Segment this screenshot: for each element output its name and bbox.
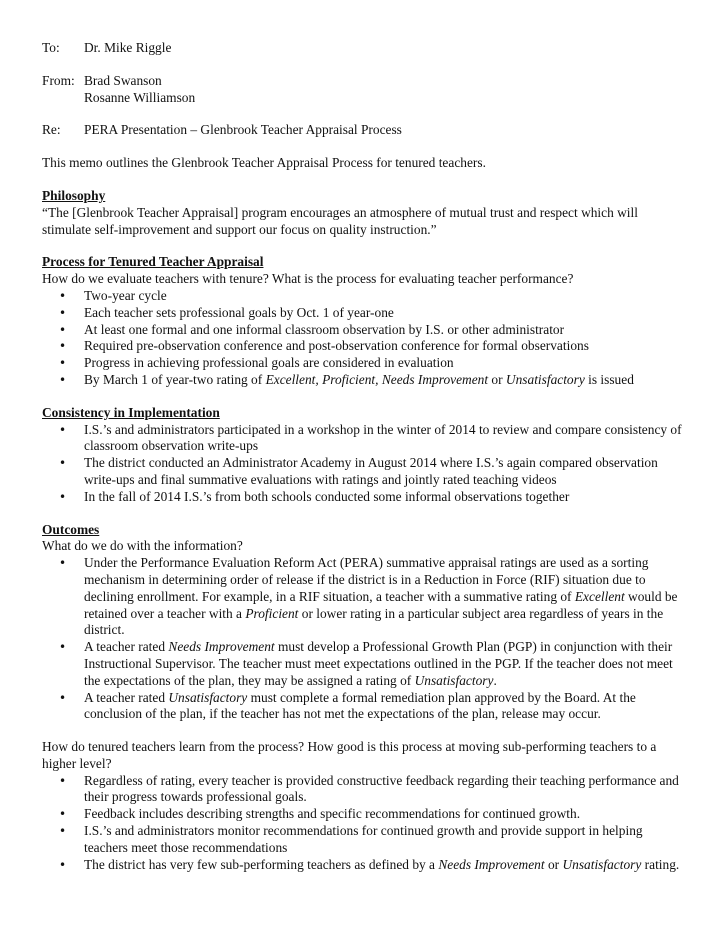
rating-unsatisfactory: Unsatisfactory xyxy=(505,371,585,387)
philosophy-quote: “The [Glenbrook Teacher Appraisal] program encourages an atmosphere of mutual trust and respect which will stimulate self-improvement and support our focus on quality instruction.” xyxy=(42,204,638,237)
process-heading: Process for Tenured Teacher Appraisal xyxy=(42,254,264,270)
list-item: • The district has very few sub-performing teachers as defined by a Needs Improvement or Unsatisfactory rating. xyxy=(42,857,682,874)
from-label: From: xyxy=(42,72,75,88)
intro-text: This memo outlines the Glenbrook Teacher Appraisal Process for tenured teachers. xyxy=(42,155,486,171)
memo-re-row xyxy=(42,122,682,139)
consistency-heading: Consistency in Implementation xyxy=(42,404,220,420)
from-name-1: Brad Swanson xyxy=(84,72,162,88)
list-item: • By March 1 of year-two rating of Excellent, Proficient, Needs Improvement or Unsatisfactory is issued xyxy=(42,372,682,389)
list-item: • A teacher rated Needs Improvement must develop a Professional Growth Plan (PGP) in conjunction with their Instructional Supervisor. The teacher must meet expectations outlined in the PGP. If the teacher does not meet the expectations of the plan, they may be assigned a rating of Unsatisfactory. xyxy=(42,639,682,689)
outcomes-question: What do we do with the information? xyxy=(42,538,243,554)
re-value: PERA Presentation – Glenbrook Teacher Appraisal Process xyxy=(84,122,402,138)
list-item: • I.S.’s and administrators participated in a workshop in the winter of 2014 to review and compare consistency of classroom observation write-ups xyxy=(42,422,682,456)
list-item: • Regardless of rating, every teacher is provided constructive feedback regarding their teaching performance and their progress towards professional goals. xyxy=(42,773,682,807)
list-item: • Each teacher sets professional goals by Oct. 1 of year-one xyxy=(42,305,682,322)
list-item: • Feedback includes describing strengths and specific recommendations for continued growth. xyxy=(42,806,682,823)
list-item: • Required pre-observation conference and post-observation conference for formal observations xyxy=(42,338,682,355)
memo-page xyxy=(42,40,682,873)
outcomes-heading: Outcomes xyxy=(42,521,100,537)
process-list xyxy=(42,288,682,389)
learn-question: How do tenured teachers learn from the process? How good is this process at moving sub-performing teachers to a higher level? xyxy=(42,739,657,771)
to-label: To: xyxy=(42,40,60,55)
list-item: • In the fall of 2014 I.S.’s from both schools conducted some informal observations together xyxy=(42,489,682,506)
list-item: • A teacher rated Unsatisfactory must complete a formal remediation plan approved by the Board. At the conclusion of the plan, if the teacher has not met the expectations of the plan, release may occur. xyxy=(42,690,682,724)
philosophy-heading: Philosophy xyxy=(42,187,106,203)
learn-list xyxy=(42,773,682,874)
memo-to-row xyxy=(42,40,682,57)
list-item: • The district conducted an Administrator Academy in August 2014 where I.S.’s again compared observation write-ups and final summative evaluations with ratings and jointly rated teaching videos xyxy=(42,455,682,489)
to-value: Dr. Mike Riggle xyxy=(84,40,172,55)
from-name-2: Rosanne Williamson xyxy=(84,89,196,105)
list-item: • I.S.’s and administrators monitor recommendations for continued growth and provide support in helping teachers meet those recommendations xyxy=(42,823,682,857)
list-item: • Two-year cycle xyxy=(42,288,682,305)
outcomes-list xyxy=(42,555,682,723)
re-label: Re: xyxy=(42,122,61,138)
list-item: • At least one formal and one informal classroom observation by I.S. or other administrator xyxy=(42,322,682,339)
rating-names: Excellent, Proficient, Needs Improvement xyxy=(265,371,489,387)
list-item: • Progress in achieving professional goals are considered in evaluation xyxy=(42,355,682,372)
memo-from-row xyxy=(42,73,682,107)
from-value xyxy=(84,73,682,107)
consistency-list xyxy=(42,422,682,506)
list-item: • Under the Performance Evaluation Reform Act (PERA) summative appraisal ratings are used as a sorting mechanism in determining order of release if the district is in a Reduction in Force (RIF) situation due to declining enrollment. For example, in a RIF situation, a teacher with a summative rating of Excellent would be retained over a teacher with a Proficient or lower rating in a particular subject area regardless of years in the district. xyxy=(42,555,682,639)
process-question: How do we evaluate teachers with tenure? What is the process for evaluating teacher performance? xyxy=(42,271,574,287)
